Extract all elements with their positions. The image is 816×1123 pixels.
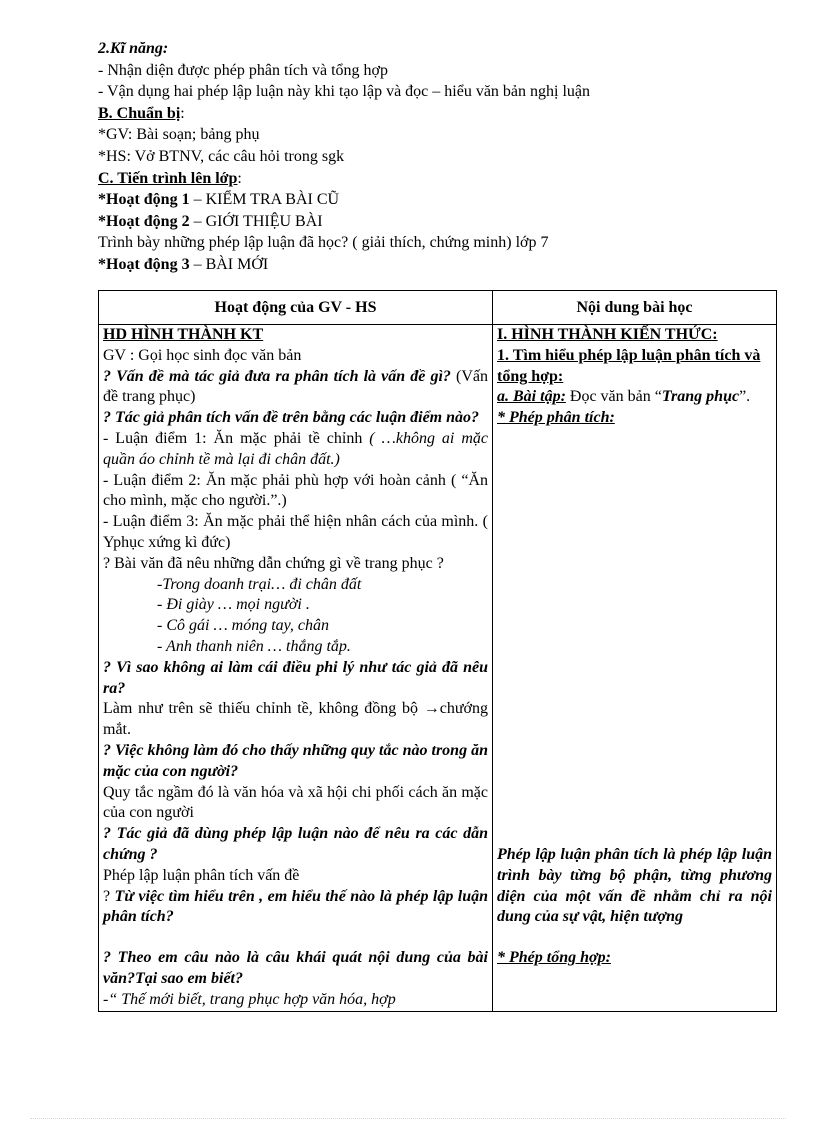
question-3: ? Bài văn đã nêu những dẫn chứng gì về trang phục ?	[103, 554, 444, 572]
col-header-content: Nội dung bài học	[493, 291, 777, 325]
activity-1-label: *Hoạt động 1	[98, 191, 190, 209]
prep-heading-line	[98, 103, 788, 125]
question-2: ? Tác giả phân tích vấn đề trên bằng các luận điểm nào?	[103, 409, 480, 427]
sub-title: 1. Tìm hiểu phép lập luận phân tích và tổng hợp:	[497, 346, 761, 385]
skill-item: - Vận dụng hai phép lập luận này khi tạo lập và đọc – hiểu văn bản nghị luận	[98, 83, 591, 101]
answer-6: Phép lập luận phân tích vấn đề	[103, 866, 300, 884]
content-cell	[493, 325, 777, 1012]
answer-4: Làm như trên sẽ thiếu chỉnh tề, không đồng bộ →chướng mắt.	[103, 700, 488, 739]
spacer	[103, 928, 488, 948]
activity-3-label: *Hoạt động 3	[98, 255, 190, 273]
colon: :	[180, 104, 185, 122]
question-8: ? Theo em câu nào là câu khái quát nội dung của bài văn?Tại sao em biết?	[103, 949, 488, 987]
intro-question: Trình bày những phép lập luận đã học? ( giải thích, chứng minh) lớp 7	[98, 234, 549, 252]
activity-1	[98, 189, 788, 211]
question-5: ? Việc không làm đó cho thấy những quy tắc nào trong ăn mặc của con người?	[103, 741, 488, 780]
activity-2	[98, 211, 788, 233]
prep-heading: B. Chuẩn bị	[98, 104, 181, 122]
lesson-table	[98, 290, 777, 1012]
evidence-item: - Cô gái … móng tay, chân	[157, 617, 329, 635]
analysis-heading: * Phép phân tích:	[497, 409, 615, 427]
lesson-header	[98, 38, 788, 276]
answer-5: Quy tắc ngầm đó là văn hóa và xã hội chi phối cách ăn mặc của con người	[103, 783, 488, 822]
argument-3: - Luận điểm 3: Ăn mặc phải thể hiện nhân cách của mình. ( Yphục xứng kì đức)	[103, 513, 488, 551]
table-body-row	[99, 325, 777, 1012]
activity-2-text: – GIỚI THIỆU BÀI	[189, 212, 323, 230]
question-6: ? Tác giả đã dùng phép lập luận nào để nêu ra các dẫn chứng ?	[103, 825, 488, 863]
colon: :	[237, 169, 242, 187]
teacher-instruction: GV : Gọi học sinh đọc văn bản	[103, 346, 302, 364]
page-divider	[30, 1118, 786, 1119]
skill-item: - Nhận diện được phép phân tích và tổng hợp	[98, 61, 388, 79]
activity-1-text: – KIỂM TRA BÀI CŨ	[189, 191, 340, 209]
hd-title: HD HÌNH THÀNH KT	[103, 326, 264, 343]
evidence-item: - Đi giày … mọi người .	[157, 596, 310, 614]
procedure-heading-line	[98, 168, 788, 190]
question-4: ? Vì sao không ai làm cái điều phi lý như tác giả đã nêu ra?	[103, 658, 488, 697]
col-header-activities: Hoạt động của GV - HS	[99, 291, 493, 325]
activities-cell	[99, 325, 493, 1012]
activity-3	[98, 254, 788, 276]
skills-heading: 2.Kĩ năng:	[98, 40, 169, 57]
spacer	[497, 928, 772, 948]
argument-2: - Luận điểm 2: Ăn mặc phải phù hợp với hoàn cảnh ( “Ăn cho mình, mặc cho người.”.)	[103, 471, 488, 510]
activity-2-label: *Hoạt động 2	[98, 212, 190, 230]
question-1: ? Vấn đề mà tác giả đưa ra phân tích là vấn đề gì? (Vấn đề trang phục)	[103, 367, 489, 406]
synthesis-heading: * Phép tổng hợp:	[497, 949, 611, 967]
argument-1: - Luận điểm 1: Ăn mặc phải tề chỉnh ( …không ai mặc quần áo chỉnh tề mà lại đi chân đất.)	[103, 429, 489, 468]
exercise-line: a. Bài tập: Đọc văn bản “Trang phục”.	[497, 388, 751, 406]
section-title: I. HÌNH THÀNH KIẾN THỨC:	[497, 326, 718, 343]
prep-gv: *GV: Bài soạn; bảng phụ	[98, 126, 260, 144]
table-header-row	[99, 291, 777, 325]
spacer	[497, 429, 772, 845]
prep-hs: *HS: Vở BTNV, các câu hỏi trong sgk	[98, 147, 345, 165]
evidence-item: -Trong doanh trại… đi chân đất	[157, 575, 362, 593]
activity-3-text: – BÀI MỚI	[189, 255, 269, 273]
procedure-heading: C. Tiến trình lên lớp	[98, 169, 238, 187]
question-7: ? Từ việc tìm hiểu trên , em hiểu thế nào là phép lập luận phân tích?	[103, 887, 489, 926]
evidence-item: - Anh thanh niên … thắng tắp.	[157, 637, 351, 655]
analysis-definition: Phép lập luận phân tích là phép lập luận trình bày từng bộ phận, từng phương diện của một vấn đề nhằm chỉ ra nội dung của sự vật, hiện tượng	[497, 845, 772, 926]
answer-8: -“ Thế mới biết, trang phục hợp văn hóa, hợp	[103, 990, 396, 1008]
